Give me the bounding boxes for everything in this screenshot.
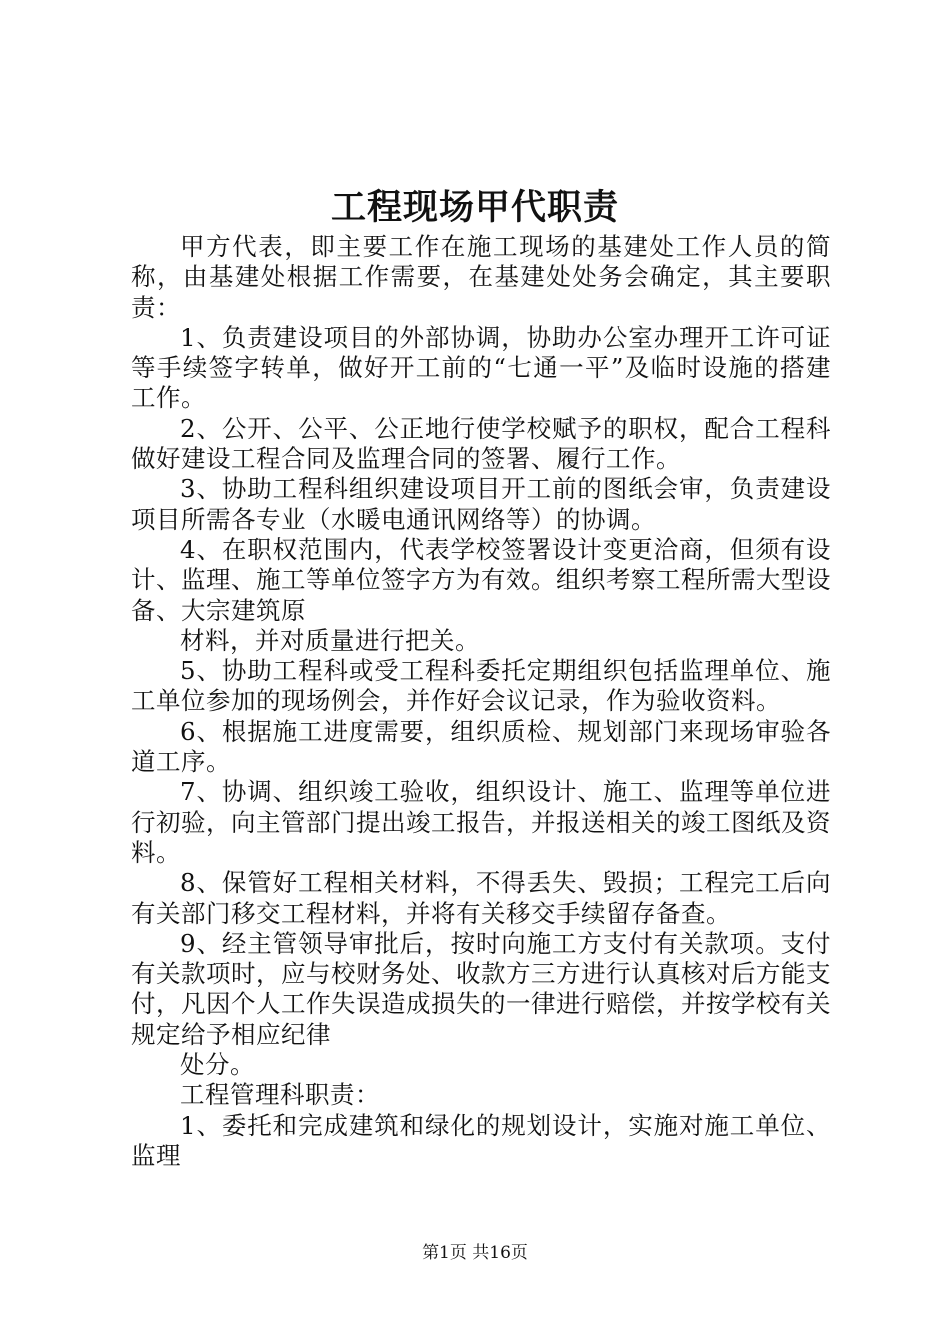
duty-paragraph-7: 7、协调、组织竣工验收，组织设计、施工、监理等单位进行初验，向主管部门提出竣工报告，并报送相关的竣工图纸及资料。 — [131, 777, 831, 867]
document-title: 工程现场甲代职责 — [330, 187, 619, 228]
section-duty-paragraph-1: 1、委托和完成建筑和绿化的规划设计，实施对施工单位、监理 — [131, 1110, 831, 1170]
page-footer: 第1页 共16页 — [422, 1243, 528, 1263]
duty-paragraph-4-continuation: 材料，并对质量进行把关。 — [180, 625, 480, 655]
duty-paragraph-1: 1、负责建设项目的外部协调，协助办公室办理开工许可证等手续签字转单，做好开工前的“七通一平”及临时设施的搭建工作。 — [131, 322, 831, 413]
duty-paragraph-3: 3、协助工程科组织建设项目开工前的图纸会审，负责建设项目所需各专业（水暖电通讯网络等）的协调。 — [131, 474, 831, 534]
duty-paragraph-4: 4、在职权范围内，代表学校签署设计变更洽商，但须有设计、监理、施工等单位签字方为有效。组织考察工程所需大型设备、大宗建筑原 — [131, 534, 831, 625]
duty-paragraph-9-continuation: 处分。 — [180, 1050, 255, 1080]
intro-paragraph: 甲方代表，即主要工作在施工现场的基建处工作人员的简称，由基建处根据工作需要，在基建处处务会确定，其主要职责： — [131, 232, 831, 322]
duty-paragraph-9: 9、经主管领导审批后，按时向施工方支付有关款项。支付有关款项时，应与校财务处、收款方三方进行认真核对后方能支付，凡因个人工作失误造成损失的一律进行赔偿，并按学校有关规定给予相应纪律 — [131, 928, 831, 1049]
duty-paragraph-2: 2、公开、公平、公正地行使学校赋予的职权，配合工程科做好建设工程合同及监理合同的签署、履行工作。 — [131, 413, 831, 474]
duty-paragraph-5: 5、协助工程科或受工程科委托定期组织包括监理单位、施工单位参加的现场例会，并作好会议记录，作为验收资料。 — [131, 656, 831, 716]
duty-paragraph-8: 8、保管好工程相关材料，不得丢失、毁损；工程完工后向有关部门移交工程材料，并将有关移交手续留存备查。 — [131, 868, 831, 928]
document-body — [131, 232, 831, 1171]
section-heading: 工程管理科职责： — [180, 1080, 380, 1110]
duty-paragraph-6: 6、根据施工进度需要，组织质检、规划部门来现场审验各道工序。 — [131, 716, 831, 777]
